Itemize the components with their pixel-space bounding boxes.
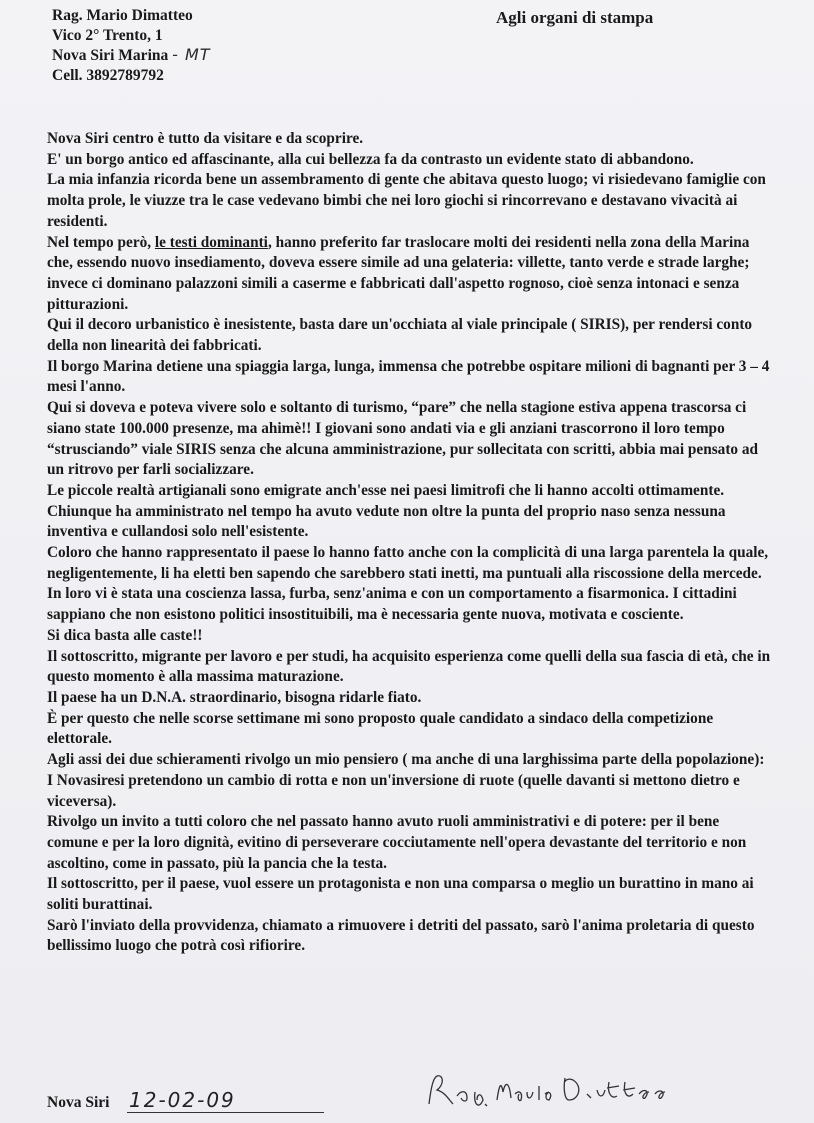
paragraph: In loro vi è stata una coscienza lassa, furba, senz'anima e con un comportamento a fisarmonica. I cittadini sappiano che non esistono politici insostituibili, ma è necessaria gente nuova, motivata e cosciente. [47,585,737,624]
paragraph: Qui si doveva e poteva vivere solo e soltanto di turismo, “pare” che nella stagione estiva appena trascorsa ci siano state 100.000 presenze, ma ahimè!! I giovani sono andati via e gli anziani trascorrono il loro tempo “strusciando” viale SIRIS senza che alcuna amministrazione, pur sollecitata con scritti, abbia mai pensato ad un ritrovo per farli socializzare. [47,399,759,479]
sender-block [52,6,211,85]
underlined-phrase: le testi dominanti [154,233,268,251]
paragraph: È per questo che nelle scorse settimane mi sono proposto quale candidato a sindaco della competizione elettorale. [47,709,714,748]
paragraph-start: Nel tempo però, [47,233,155,251]
letter-footer [47,1084,767,1118]
paragraph: Le piccole realtà artigianali sono emigrate anch'esse nei paesi limitrofi che li hanno accolti ottimamente. [47,481,725,499]
handwritten-date: 12-02-09 [127,1088,324,1113]
paragraph: Qui il decoro urbanistico è inesistente, basta dare un'occhiata al viale principale ( SIRIS), per rendersi conto della non linearità dei fabbricati. [47,316,753,355]
sender-province-handwritten: - MT [172,45,211,64]
paragraph: Il borgo Marina detiene una spiaggia larga, lunga, immensa che potrebbe ospitare milioni di bagnanti per 3 – 4 mesi l'anno. [47,357,770,396]
sender-town: Nova Siri Marina [52,47,169,64]
paragraph: Sarò l'inviato della provvidenza, chiamato a rimuovere i detriti del passato, sarò l'anima proletaria di questo bellissimo luogo che potrà così rifiorire. [47,916,755,955]
paragraph: E' un borgo antico ed affascinante, alla cui bellezza fa da contrasto un evidente stato di abbandono. [47,150,694,168]
paragraph [47,233,771,316]
paragraph: Agli assi dei due schieramenti rivolgo un mio pensiero ( ma anche di una larghissima parte della popolazione): I Novasiresi pretendono un cambio di rotta e non un'inversione di ruote (quelle davanti si mettono dietro e viceversa). [47,751,765,810]
paragraph: Nova Siri centro è tutto da visitare e da scoprire. [47,130,364,147]
sender-town-line [52,45,211,66]
handwritten-signature [423,1070,683,1110]
paragraph-rest: , hanno preferito far traslocare molti dei residenti nella zona della Marina che, essendo nuovo insediamento, doveva essere simile ad una gelateria: villette, tanto verde e strade larghe; invece ci dominano palazzoni simili a caserme e fabbricati dall'aspetto rognoso, cioè senza intonaci e senza pitturazioni. [47,233,750,313]
sender-name: Rag. Mario Dimatteo [52,7,193,24]
paragraph: Coloro che hanno rappresentato il paese lo hanno fatto anche con la complicità di una larga parentela la quale, negligentemente, li ha eletti ben sapendo che sarebbero stati inetti, ma puntuali alla riscossione della mercede. [47,544,769,582]
sender-street: Vico 2° Trento, 1 [52,26,163,44]
paragraph: Il sottoscritto, migrante per lavoro e per studi, ha acquisito esperienza come quelli della sua fascia di età, che in questo momento è alla massima maturazione. [47,647,771,686]
paragraph: Si dica basta alle caste!! [47,626,203,644]
paragraph: Chiunque ha amministrato nel tempo ha avuto vedute non oltre la punta del proprio naso senza nessuna inventiva e cullandosi solo nell'esistente. [47,502,726,541]
sender-phone: Cell. 3892789792 [52,66,164,84]
place-label: Nova Siri [47,1094,110,1111]
paragraph: Rivolgo un invito a tutti coloro che nel passato hanno avuto ruoli amministrativi e di potere: per il bene comune e per la loro dignità, evitino di perseverare cocciutamente nell'opera devastante del territorio e non ascoltino, come in passato, più la pancia che la testa. [47,813,747,872]
letter-body [47,129,771,957]
paragraph: Il sottoscritto, per il paese, vuol essere un protagonista e non una comparsa o meglio un burattino in mano ai soliti burattinai. [47,875,754,914]
paragraph: Il paese ha un D.N.A. straordinario, bisogna ridarle fiato. [47,688,422,706]
paragraph: La mia infanzia ricorda bene un assembramento di gente che abitava questo luogo; vi risiedevano famiglie con molta prole, le viuzze tra le case vedevano bimbi che nei loro giochi si rincorrevano e destavano vivacità ai residenti. [47,171,766,230]
recipient-line: Agli organi di stampa [496,8,654,27]
